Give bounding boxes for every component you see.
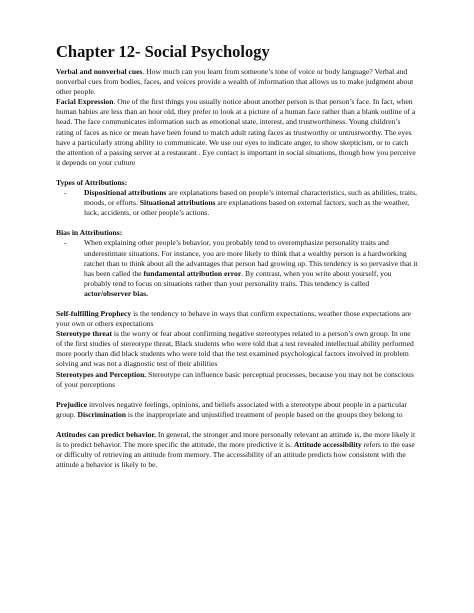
bias-in-attributions-heading: Bias in Attributions: (56, 228, 123, 238)
stereotypes-perception-heading: Stereotypes and Perception. (56, 369, 147, 379)
prejudice-heading: Prejudice (56, 399, 88, 409)
prejudice-paragraph (56, 400, 418, 420)
self-fulfilling-prophecy-heading: Self-fulfilling Prophecy (56, 308, 132, 318)
attitudes-text: In general, the stronger and more personally relevant an attitude is, the more likely it is to predict behavior. The more specific the attitude, the more predictive it is. (56, 429, 416, 449)
self-fulfilling-prophecy-paragraph (56, 309, 418, 329)
spacer (56, 390, 418, 400)
page-title: Chapter 12- Social Psychology (56, 42, 270, 61)
facial-expression-heading: Facial Expression (56, 97, 114, 107)
stereotype-threat-paragraph (56, 329, 418, 369)
verbal-cues-heading: Verbal and nonverbal cues (56, 67, 143, 76)
bias-text-2: . By contrast, when you write about yourself, you probably tend to focus on situations rather than your personality traits. This tendency is called (84, 268, 392, 288)
spacer (56, 420, 418, 430)
dispositional-text: are explanations based on people’s internal characteristics, such as abilities, traits, moods, or efforts. (84, 188, 418, 208)
facial-expression-paragraph (56, 97, 418, 168)
list-item (64, 238, 418, 299)
bias-in-attributions-list (56, 238, 418, 299)
spacer (56, 299, 418, 309)
spacer (56, 218, 418, 228)
self-fulfilling-prophecy-text: is the tendency to behave in ways that confirm expectations, weather those expectations are your own or others expectations (56, 308, 411, 329)
fundamental-attribution-error-term: fundamental attribution error (143, 268, 242, 278)
situational-text: are explanations based on external factors, such as the weather, luck, accidents, or other people’s actions. (84, 198, 410, 218)
attitudes-heading: Attitudes can predict behavior. (56, 429, 156, 439)
prejudice-text: involves negative feelings, opinions, and beliefs associated with a stereotype about people in a particular group. (56, 399, 407, 419)
verbal-cues-text: . How much can you learn from someone’s tone of voice or body language? Verbal and nonverbal cues from bodies, faces, and voices provide a wealth of information that allows us to make judgment about other people. (56, 67, 414, 97)
attitude-accessibility-heading: Attitude accessibility (293, 440, 362, 449)
list-item (64, 188, 418, 218)
discrimination-heading: Discrimination (77, 409, 127, 419)
situational-term: Situational attributions (139, 198, 216, 208)
attitudes-paragraph (56, 430, 418, 470)
facial-expression-text: . One of the first things you usually notice about another person is that person’s face. In fact, when human babies are less than an hour old, they prefer to look at a picture of a human face rather than a blank outline of a head. The face communicates information such as emotional state, interest, and trustworthiness. Young children’s rating of faces as nice or mean have been found to match adult rating faces as trustworthy or untrustworthy. The eyes have a particularly strong ability to communicate. We use our eyes to indicate anger, to show skepticism, or to catch the attention of a passing server at a restaurant . Eye contact is important in social situations, though how you perceive it depends on your culture (56, 97, 416, 167)
dash-bullet: - (64, 238, 67, 248)
stereotype-threat-heading: Stereotype threat (56, 329, 113, 339)
spacer (56, 168, 418, 178)
actor-observer-bias-term: actor/observer bias. (84, 288, 148, 298)
attitude-accessibility-text: refers to the ease or difficulty of retrieving an attitude from memory. The accessibility of an attitude predicts how consistent with the attitude a behavior is likely to be. (56, 440, 415, 470)
types-of-attributions-list (56, 188, 418, 218)
discrimination-text: is the inappropriate and unjustified treatment of people based on the groups they belong to (126, 409, 403, 419)
types-of-attributions-heading: Types of Attributions: (56, 177, 128, 187)
dispositional-term: Dispositional attributions (84, 188, 167, 198)
stereotypes-perception-text: Stereotype can influence basic perceptual processes, because you may not be conscious of your perceptions (56, 369, 414, 389)
verbal-cues-paragraph (56, 67, 418, 97)
stereotype-threat-text: is the worry or fear about confirming negative stereotypes related to a person’s own group. In one of the first studies of stereotype threat, Black students who were told that a test revealed intellectual ability performed more poorly than did black students who were told that the test examined psychological factors involved in problem solving and was not a diagnostic test of their abilities (56, 329, 414, 369)
stereotypes-perception-paragraph (56, 370, 418, 390)
dash-bullet: - (64, 188, 67, 198)
bias-text-1: When explaining other people’s behavior, you probably tend to overemphasize personality traits and underestimate situations. For instance, you are more likely to think that a wealthy person is a hardworking ratchet than to think about all the advantages that person had growing up. This tendency is so pervasive that it has been called the (84, 238, 418, 278)
